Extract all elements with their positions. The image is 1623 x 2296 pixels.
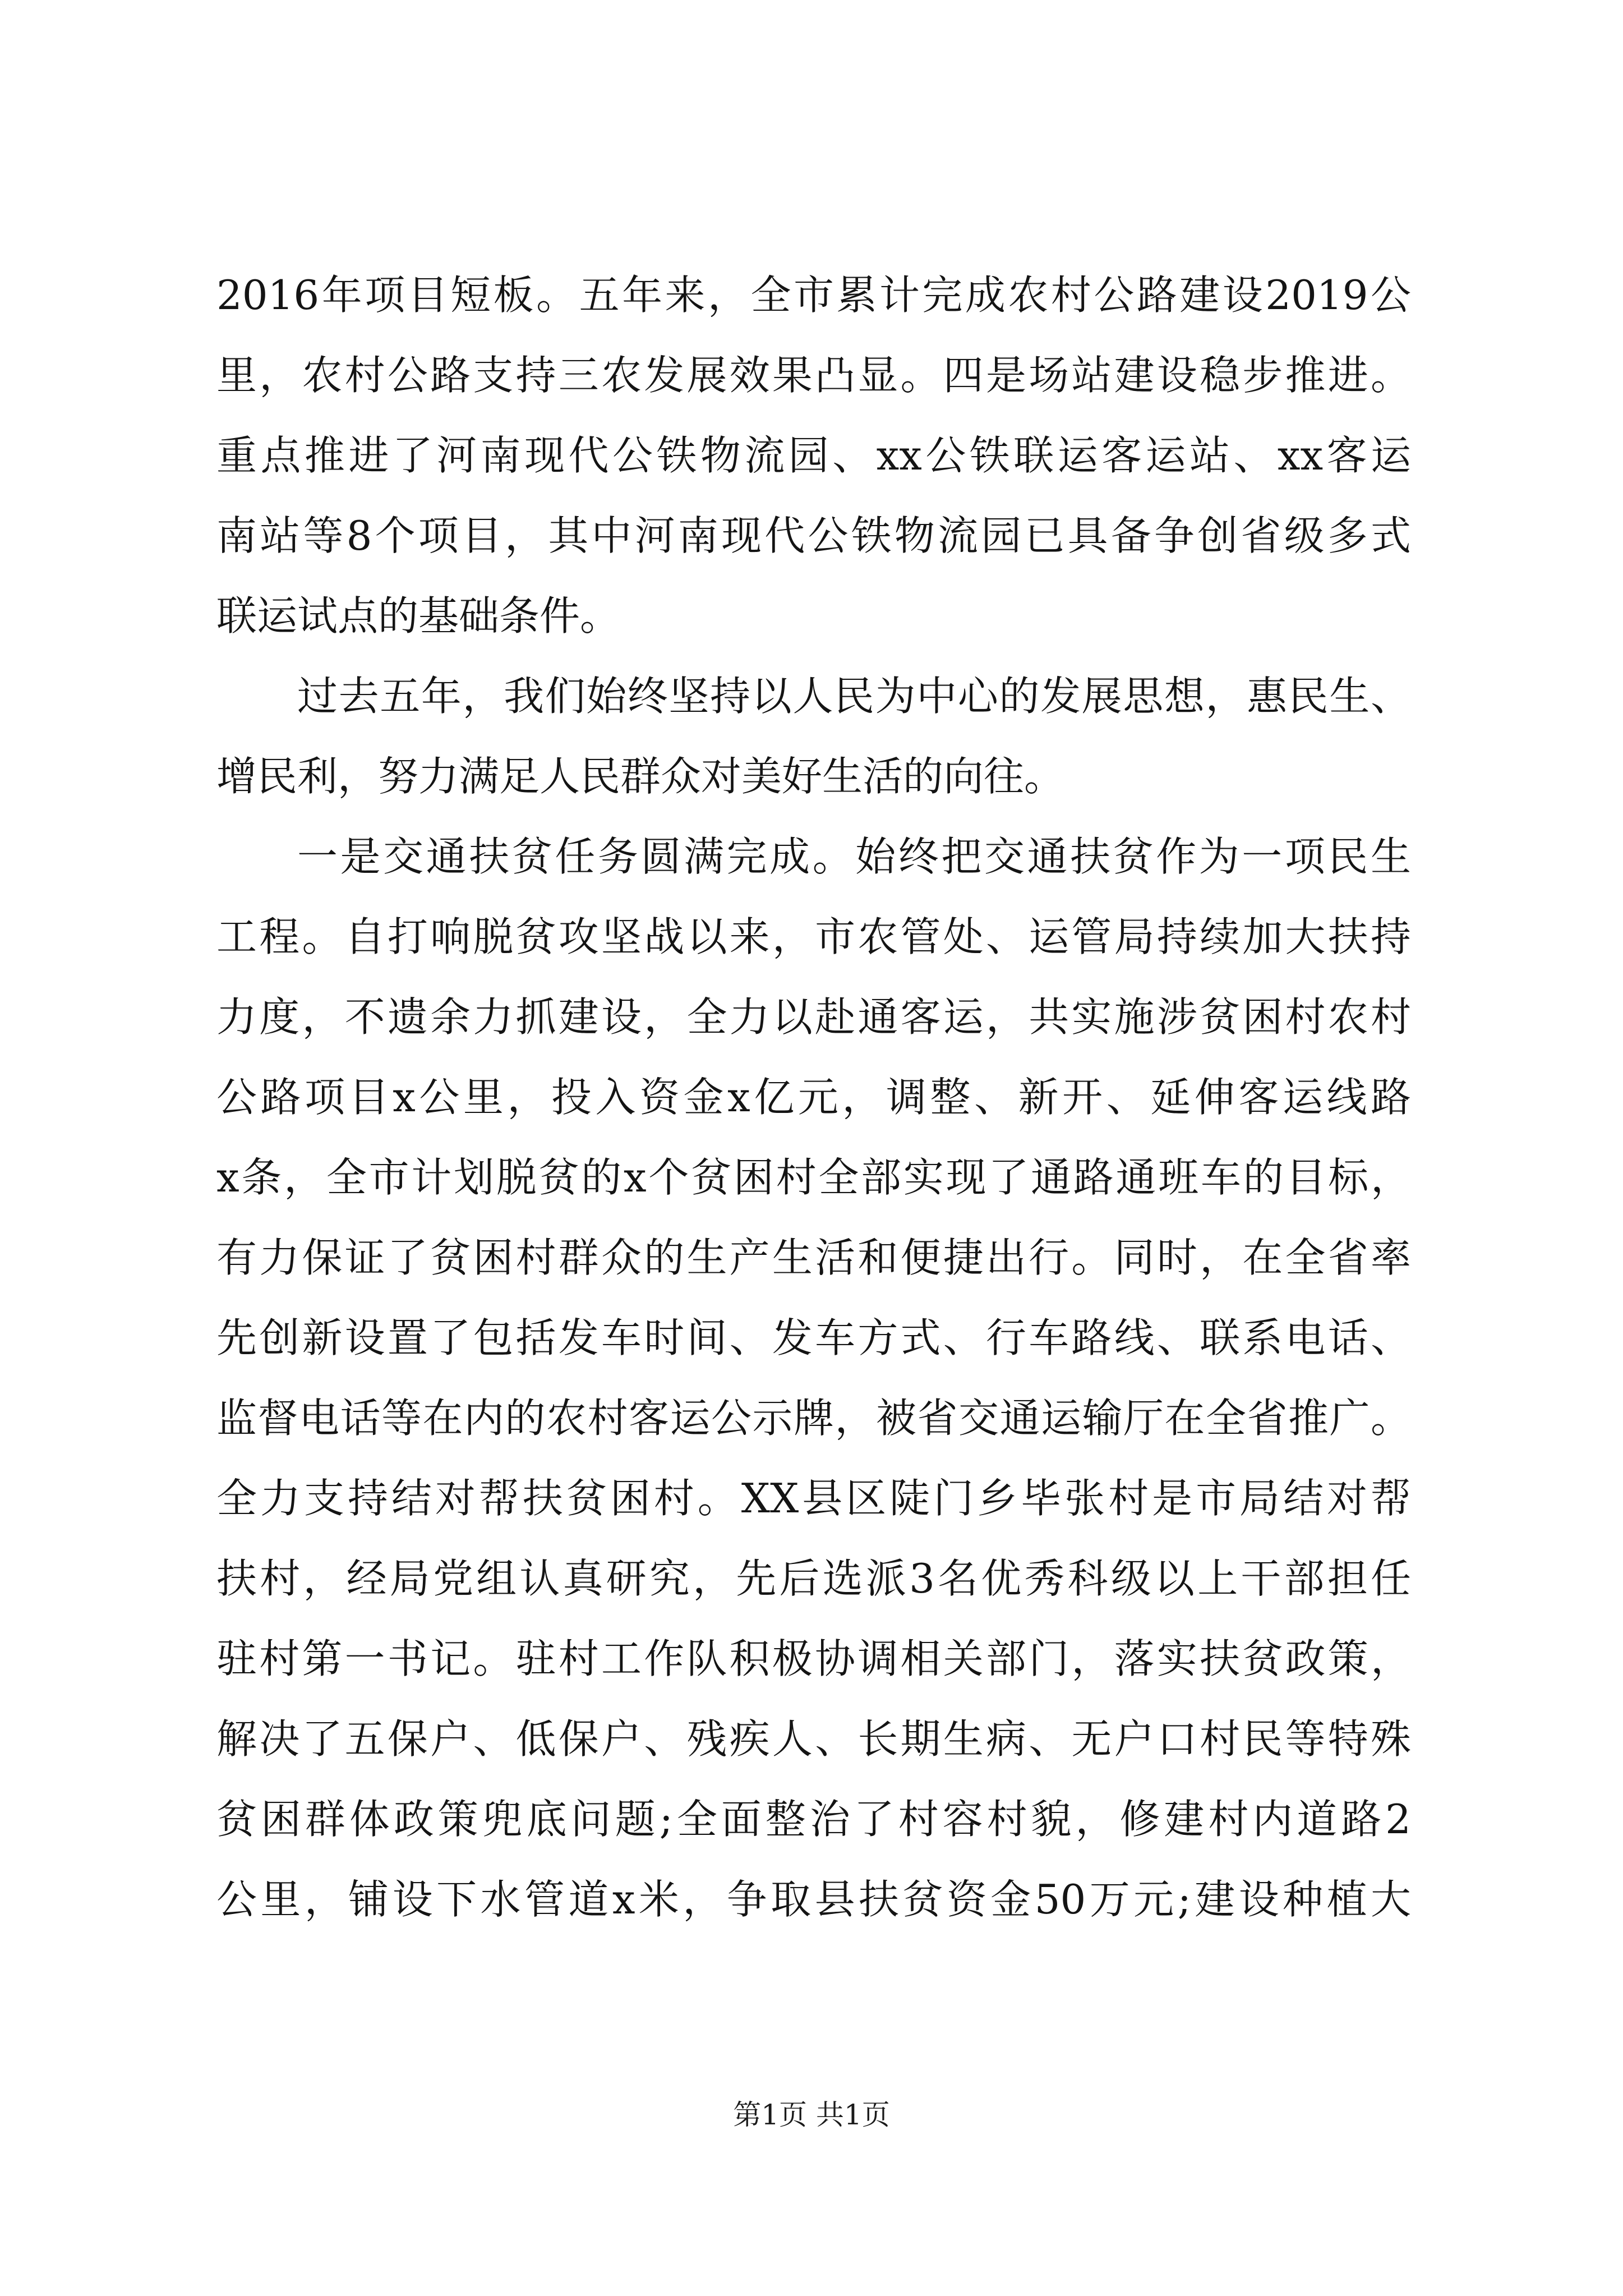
- text-line: 2016年项目短板。五年来，全市累计完成农村公路建设2019公: [216, 272, 1411, 319]
- text-line: 联运试点的基础条件。: [216, 592, 621, 639]
- text-line: 有力保证了贫困村群众的生产生活和便捷出行。同时，在全省率: [216, 1234, 1411, 1281]
- text-line: 扶村，经局党组认真研究，先后选派3名优秀科级以上干部担任: [216, 1555, 1411, 1602]
- text-line: 重点推进了河南现代公铁物流园、xx公铁联运客运站、xx客运: [216, 432, 1411, 479]
- text-line: 公里，铺设下水管道x米，争取县扶贫资金50万元;建设种植大: [216, 1876, 1411, 1923]
- text-line: 驻村第一书记。驻村工作队积极协调相关部门，落实扶贫政策，: [216, 1635, 1411, 1682]
- text-line: 贫困群体政策兜底问题;全面整治了村容村貌，修建村内道路2: [216, 1796, 1411, 1843]
- text-line: 南站等8个项目，其中河南现代公铁物流园已具备争创省级多式: [216, 512, 1411, 559]
- text-line: 增民利，努力满足人民群众对美好生活的向往。: [216, 753, 1065, 800]
- page-footer: [0, 2095, 1623, 2134]
- text-line: 全力支持结对帮扶贫困村。XX县区陡门乡毕张村是市局结对帮: [216, 1475, 1411, 1522]
- text-line: 力度，不遗余力抓建设，全力以赴通客运，共实施涉贫困村农村: [216, 993, 1411, 1041]
- text-line: 一是交通扶贫任务圆满完成。始终把交通扶贫作为一项民生: [297, 833, 1411, 880]
- text-line: 先创新设置了包括发车时间、发车方式、行车路线、联系电话、: [216, 1314, 1411, 1361]
- text-line: 工程。自打响脱贫攻坚战以来，市农管处、运管局持续加大扶持: [216, 913, 1411, 960]
- text-line: x条，全市计划脱贫的x个贫困村全部实现了通路通班车的目标，: [216, 1154, 1411, 1201]
- text-line: 公路项目x公里，投入资金x亿元，调整、新开、延伸客运线路: [216, 1074, 1411, 1121]
- text-line: 过去五年，我们始终坚持以人民为中心的发展思想，惠民生、: [297, 673, 1411, 720]
- page-number: 第1页 共1页: [733, 2099, 890, 2131]
- text-line: 里，农村公路支持三农发展效果凸显。四是场站建设稳步推进。: [216, 352, 1411, 399]
- text-line: 解决了五保户、低保户、残疾人、长期生病、无户口村民等特殊: [216, 1715, 1411, 1763]
- text-line: 监督电话等在内的农村客运公示牌，被省交通运输厅在全省推广。: [216, 1395, 1411, 1442]
- body-text: [216, 255, 1411, 1940]
